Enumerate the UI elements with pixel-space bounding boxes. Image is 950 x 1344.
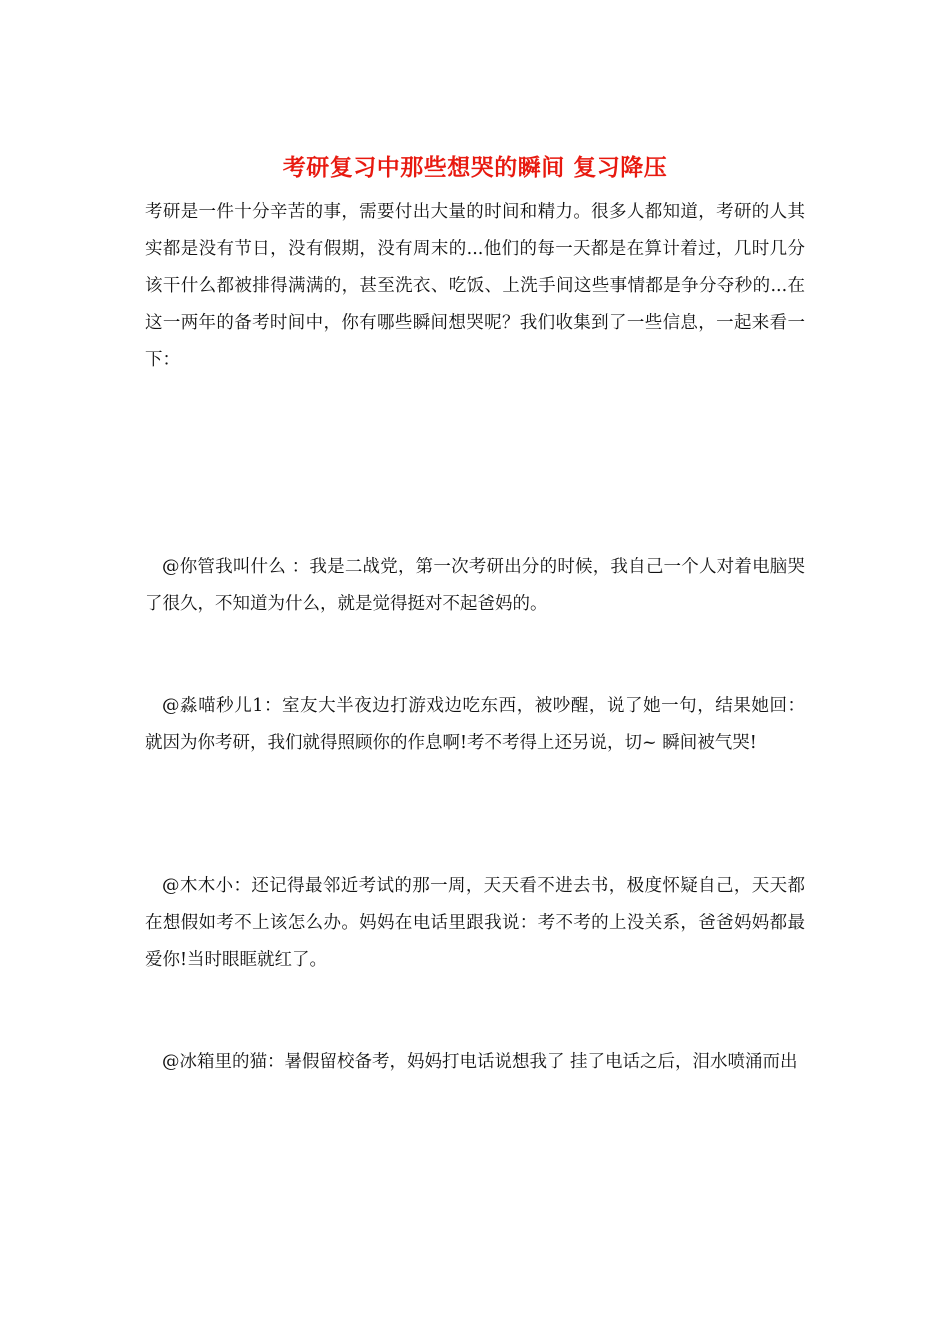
comment-paragraph-4: @冰箱里的猫：暑假留校备考，妈妈打电话说想我了 挂了电话之后，泪水喷涌而出 xyxy=(162,1052,798,1072)
document-title: 考研复习中那些想哭的瞬间 复习降压 xyxy=(282,154,668,181)
comment-paragraph-1: @你管我叫什么 ：我是二战党，第一次考研出分的时候，我自己一个人对着电脑哭了很久，不知道为什么，就是觉得挺对不起爸妈的。 xyxy=(145,557,805,614)
comment-paragraph-2: @淼喵秒儿1：室友大半夜边打游戏边吃东西，被吵醒，说了她一句，结果她回： 就因为你考研，我们就得照顾你的作息啊!考不考得上还另说，切~ 瞬间被气哭! xyxy=(145,696,805,753)
intro-paragraph: 考研是一件十分辛苦的事，需要付出大量的时间和精力。很多人都知道，考研的人其实都是没有节日，没有假期，没有周末的...他们的每一天都是在算计着过，几时几分该干什么都被排得满满的，甚至洗衣、吃饭、上洗手间这些事情都是争分夺秒的...在这一两年的备考时间中，你有哪些瞬间想哭呢？我们收集到了一些信息，一起来看一下： xyxy=(145,202,805,370)
comment-paragraph-3: @木木小：还记得最邻近考试的那一周，天天看不进去书，极度怀疑自己，天天都在想假如考不上该怎么办。妈妈在电话里跟我说：考不考的上没关系，爸爸妈妈都最爱你!当时眼眶就红了。 xyxy=(145,876,805,970)
